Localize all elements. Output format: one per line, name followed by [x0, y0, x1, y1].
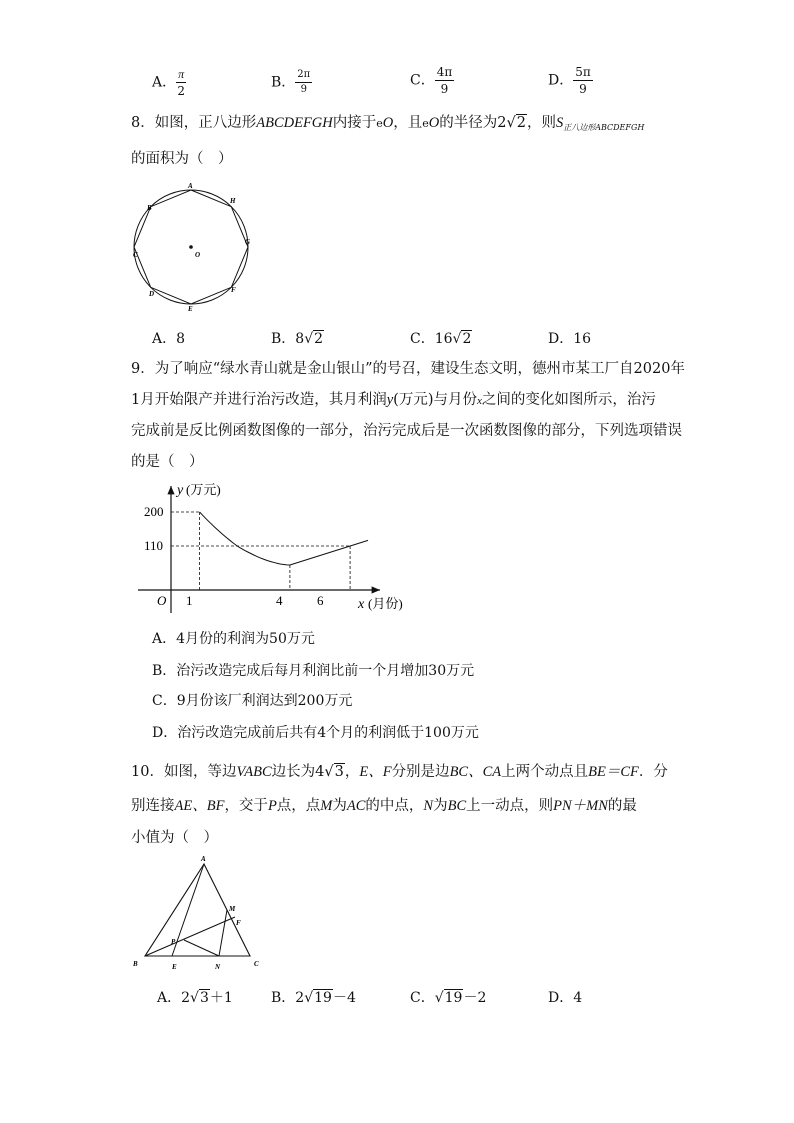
x-axis-unit: (月份) — [368, 596, 403, 611]
label-d: D — [149, 290, 155, 298]
q10-option-d: D．4 — [548, 990, 583, 1006]
linear-function-line — [290, 540, 368, 565]
q9-option-d: D．治污改造完成前后共有4个月的利润低于100万元 — [152, 725, 479, 741]
label-o: O — [195, 251, 201, 259]
q10-stem-line1: 10．如图，等边VABC边长为4√3，E、F分别是边BC、CA上两个动点且BE＝CF．分 — [131, 764, 668, 780]
segment-mn — [219, 910, 227, 956]
inverse-proportion-curve — [200, 512, 290, 565]
q7-option-a: A． $\frac{\pi}{2}$ — [152, 67, 185, 98]
label-f: F — [236, 919, 241, 927]
label-b: B — [147, 204, 152, 212]
label-h: H — [230, 197, 236, 205]
label-b: B — [133, 960, 138, 968]
x-tick-6: 6 — [317, 593, 324, 608]
label-c: C — [133, 251, 138, 259]
q9-profit-chart — [130, 478, 420, 618]
q9-stem-line4: 的是（ ） — [131, 454, 204, 470]
q10-option-b: B．2√19－4 — [271, 990, 356, 1006]
x-tick-4: 4 — [276, 593, 283, 608]
q8-octagon-figure — [128, 180, 258, 315]
q9-option-c: C．9月份该厂利润达到200万元 — [152, 693, 353, 709]
label-m: M — [229, 905, 236, 913]
q9-option-b: B．治污改造完成后每月利润比前一个月增加30万元 — [152, 663, 475, 679]
q10-option-a: A．2√3＋1 — [157, 990, 233, 1006]
q9-option-a: A．4月份的利润为50万元 — [152, 631, 315, 647]
y-axis-var: y — [177, 483, 184, 498]
label-p: P — [171, 938, 176, 946]
q8-option-b: B．8√2 — [271, 331, 324, 347]
q9-stem-line2: 1月开始限产并进行治污改造，其月利润y(万元)与月份x之间的变化如图所示，治污 — [131, 392, 656, 408]
q10-option-c: C．√19－2 — [410, 990, 487, 1006]
q7-option-c: C． $\frac{4\pi}{9}$ — [410, 65, 453, 96]
q7-option-b: B． $\frac{2\pi}{9}$ — [271, 69, 311, 95]
q10-stem-line3: 小值为（ ） — [131, 830, 218, 846]
label-n: N — [215, 963, 221, 971]
center-point-o — [189, 245, 193, 249]
x-axis-var: x — [358, 597, 365, 612]
y-tick-110: 110 — [144, 538, 164, 553]
x-tick-1: 1 — [186, 593, 193, 608]
q10-triangle-figure — [128, 850, 268, 975]
label-f: F — [231, 286, 236, 294]
label-e: E — [188, 305, 193, 313]
q8-stem-line1: 8．如图，正八边形ABCDEFGH内接于eO，且eO的半径为2√2，则$S_{正八边形ABCDEFGH}$ — [131, 115, 645, 132]
q9-stem-line1: 9．为了响应“绿水青山就是金山银山”的号召，建设生态文明，德州市某工厂自2020年 — [131, 361, 685, 377]
y-tick-200: 200 — [144, 504, 164, 519]
label-a: A — [201, 855, 206, 863]
dashed-guides — [171, 512, 350, 590]
label-a: A — [188, 182, 193, 190]
q8-option-c: C．16√2 — [410, 331, 472, 347]
segment-bf — [145, 917, 235, 956]
y-axis-unit: (万元) — [186, 482, 221, 497]
label-c: C — [254, 960, 259, 968]
q8-stem-line2: 的面积为（ ） — [131, 151, 233, 167]
origin-label: O — [157, 593, 167, 608]
q7-option-d: D． $\frac{5\pi}{9}$ — [548, 65, 591, 96]
label-g: G — [245, 238, 251, 246]
q10-stem-line2: 别连接AE、BF，交于P点，点M为AC的中点，N为BC上一动点，则PN＋MN的最 — [131, 798, 637, 814]
segment-pn — [184, 940, 219, 956]
q8-option-a: A．8 — [152, 331, 186, 347]
q8-option-d: D．16 — [548, 331, 592, 347]
label-e: E — [172, 963, 177, 971]
q9-stem-line3: 完成前是反比例函数图像的一部分，治污完成后是一次函数图像的部分，下列选项错误 — [131, 423, 682, 439]
